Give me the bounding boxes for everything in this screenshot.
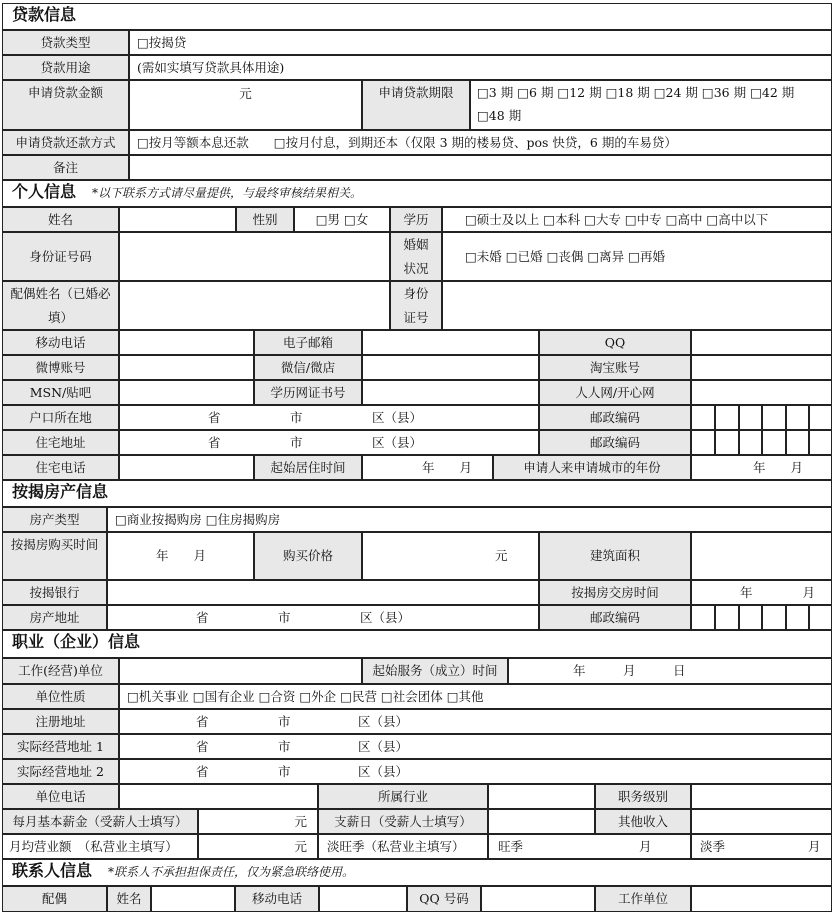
contacts-note: *联系人不承担担保责任，仅为紧急联络使用。 xyxy=(108,865,355,879)
payday-label: 支薪日（受薪人士填写） xyxy=(318,809,488,834)
loan-term-options[interactable]: □3 期 □6 期 □12 期 □18 期 □24 期 □36 期 □42 期 □48 期 xyxy=(470,80,832,130)
personal-note: *以下联系方式请尽量提供，与最终审核结果相关。 xyxy=(92,186,363,200)
zip-box[interactable] xyxy=(739,605,762,630)
season-label: 淡旺季（私营业主填写） xyxy=(318,834,488,859)
property-zip-label: 邮政编码 xyxy=(539,605,691,630)
other-income-field[interactable] xyxy=(691,809,832,834)
bank-label: 按揭银行 xyxy=(2,580,107,605)
zip-box[interactable] xyxy=(809,605,832,630)
contact-qq-field[interactable] xyxy=(481,886,595,912)
op-address1-field[interactable] xyxy=(119,734,832,759)
contact-spouse-label: 配偶 xyxy=(2,886,107,912)
address-field[interactable] xyxy=(119,430,539,455)
employer-label: 工作(经营)单位 xyxy=(2,658,119,684)
salary-label: 每月基本薪金（受薪人士填写） xyxy=(2,809,198,834)
msn-field[interactable] xyxy=(119,380,254,405)
hukou-label: 户口所在地 xyxy=(2,405,119,430)
revenue-label: 月均营业额 （私营业主填写） xyxy=(2,834,198,859)
property-city: 市 xyxy=(278,610,291,625)
rank-field[interactable] xyxy=(691,784,832,809)
loan-amount-unit: 元 xyxy=(239,86,252,101)
id-number-field[interactable] xyxy=(119,232,390,281)
spouse-name-label: 配偶姓名（已婚必填） xyxy=(2,281,119,330)
area-label: 建筑面积 xyxy=(539,532,691,580)
other-income-label: 其他收入 xyxy=(595,809,691,834)
price-label: 购买价格 xyxy=(254,532,362,580)
repay-method-label: 申请贷款还款方式 xyxy=(2,130,129,155)
op1-city: 市 xyxy=(278,739,291,754)
reg-address-label: 注册地址 xyxy=(2,709,119,734)
loan-purpose-label: 贷款用途 xyxy=(2,55,129,80)
zip-box[interactable] xyxy=(715,430,739,455)
op2-district: 区（县） xyxy=(358,764,409,779)
renren-label: 人人网/开心网 xyxy=(539,380,691,405)
remark-field[interactable] xyxy=(129,155,832,180)
section-personal-title: 个人信息 *以下联系方式请尽量提供，与最终审核结果相关。 xyxy=(2,180,832,207)
weibo-field[interactable] xyxy=(119,355,254,380)
qq-label: QQ xyxy=(539,330,691,355)
spouse-id-field[interactable] xyxy=(442,281,832,330)
buy-time-label: 按揭房购买时间 xyxy=(2,532,107,580)
property-type-label: 房产类型 xyxy=(2,507,107,532)
wechat-field[interactable] xyxy=(362,355,539,380)
taobao-field[interactable] xyxy=(691,355,832,380)
company-phone-field[interactable] xyxy=(119,784,318,809)
id-number-label: 身份证号码 xyxy=(2,232,119,281)
zip-box[interactable] xyxy=(809,405,832,430)
op-address1-label: 实际经营地址 1 xyxy=(2,734,119,759)
address-label: 住宅地址 xyxy=(2,430,119,455)
peak-season-unit: 月 xyxy=(639,839,652,854)
contact-employer-field[interactable] xyxy=(691,886,832,912)
gender-label: 性别 xyxy=(236,207,294,232)
weibo-label: 微博账号 xyxy=(2,355,119,380)
address-city: 市 xyxy=(290,435,303,450)
nature-label: 单位性质 xyxy=(2,684,119,709)
peak-season-label: 旺季 xyxy=(498,839,524,854)
address-district: 区（县） xyxy=(372,435,423,450)
wechat-label: 微信/微店 xyxy=(254,355,362,380)
price-field[interactable]: 元 xyxy=(362,532,539,580)
section-contacts-title: 联系人信息 *联系人不承担担保责任，仅为紧急联络使用。 xyxy=(2,859,832,886)
contact-mobile-field[interactable] xyxy=(319,886,407,912)
zip-box[interactable] xyxy=(691,605,715,630)
op2-province: 省 xyxy=(196,764,209,779)
arrival-year-label: 申请人来申请城市的年份 xyxy=(493,455,691,480)
salary-field[interactable]: 元 xyxy=(198,809,318,834)
low-season-unit: 月 xyxy=(808,839,821,854)
email-field[interactable] xyxy=(362,330,539,355)
zip-box[interactable] xyxy=(786,430,809,455)
op-address2-label: 实际经营地址 2 xyxy=(2,759,119,784)
bank-field[interactable] xyxy=(107,580,539,605)
loan-amount-label: 申请贷款金额 xyxy=(2,80,129,130)
hukou-field[interactable] xyxy=(119,405,539,430)
hukou-city: 市 xyxy=(290,410,303,425)
reg-address-field[interactable] xyxy=(119,709,832,734)
zip-box[interactable] xyxy=(762,605,786,630)
loan-amount-field[interactable] xyxy=(129,80,362,130)
marital-label: 婚姻状况 xyxy=(390,232,442,281)
hukou-district: 区（县） xyxy=(372,410,423,425)
zip-box[interactable] xyxy=(739,405,762,430)
spouse-id-label: 身份证号 xyxy=(390,281,442,330)
company-phone-label: 单位电话 xyxy=(2,784,119,809)
edu-cert-label: 学历网证书号 xyxy=(254,380,362,405)
name-field[interactable] xyxy=(119,207,236,232)
hukou-province: 省 xyxy=(208,410,221,425)
start-time-label: 起始服务（成立）时间 xyxy=(362,658,508,684)
zip-box[interactable] xyxy=(762,430,786,455)
property-district: 区（县） xyxy=(360,610,411,625)
email-label: 电子邮箱 xyxy=(254,330,362,355)
contact-qq-label: QQ 号码 xyxy=(407,886,481,912)
industry-label: 所属行业 xyxy=(318,784,488,809)
msn-label: MSN/贴吧 xyxy=(2,380,119,405)
education-options[interactable]: □硕士及以上 □本科 □大专 □中专 □高中 □高中以下 xyxy=(442,207,832,232)
zip-box[interactable] xyxy=(715,405,739,430)
contact-name-label: 姓名 xyxy=(107,886,151,912)
handover-field[interactable]: 年 月 xyxy=(691,580,832,605)
zip-box[interactable] xyxy=(715,605,739,630)
op1-district: 区（县） xyxy=(358,739,409,754)
contact-name-field[interactable] xyxy=(151,886,235,912)
renren-field[interactable] xyxy=(691,380,832,405)
reg-province: 省 xyxy=(196,714,209,729)
repay-method-options[interactable]: □按月等额本息还款 □按月付息，到期还本（仅限 3 期的楼易贷、pos 快贷，6 期的车易贷） xyxy=(129,130,832,155)
contact-employer-label: 工作单位 xyxy=(595,886,691,912)
address-province: 省 xyxy=(208,435,221,450)
zip-box[interactable] xyxy=(691,430,715,455)
loan-purpose-field[interactable]: (需如实填写贷款具体用途) xyxy=(129,55,832,80)
op2-city: 市 xyxy=(278,764,291,779)
industry-field[interactable] xyxy=(488,784,595,809)
reg-city: 市 xyxy=(278,714,291,729)
low-season-label: 淡季 xyxy=(700,839,726,854)
contact-mobile-label: 移动电话 xyxy=(235,886,319,912)
remark-label: 备注 xyxy=(2,155,129,180)
op1-province: 省 xyxy=(196,739,209,754)
rank-label: 职务级别 xyxy=(595,784,691,809)
name-label: 姓名 xyxy=(2,207,119,232)
low-season-field[interactable] xyxy=(691,834,832,859)
buy-time-field[interactable]: 年 月 xyxy=(107,532,254,580)
op-address2-field[interactable] xyxy=(119,759,832,784)
nature-options[interactable]: □机关事业 □国有企业 □合资 □外企 □民营 □社会团体 □其他 xyxy=(119,684,832,709)
loan-type-options[interactable]: □按揭贷 xyxy=(129,30,832,55)
section-loan-title: 贷款信息 xyxy=(2,3,832,30)
zip-box[interactable] xyxy=(809,430,832,455)
education-label: 学历 xyxy=(390,207,442,232)
mobile-label: 移动电话 xyxy=(2,330,119,355)
gender-options[interactable]: □男 □女 xyxy=(294,207,390,232)
zip-box[interactable] xyxy=(786,605,809,630)
taobao-label: 淘宝账号 xyxy=(539,355,691,380)
start-time-field[interactable]: 年 月 日 xyxy=(508,658,832,684)
loan-term-label: 申请贷款期限 xyxy=(362,80,470,130)
zip-box[interactable] xyxy=(762,405,786,430)
peak-season-field[interactable] xyxy=(488,834,691,859)
live-since-field[interactable]: 年 月 xyxy=(362,455,493,480)
property-address-label: 房产地址 xyxy=(2,605,107,630)
section-property-title: 按揭房产信息 xyxy=(2,480,832,507)
property-type-options[interactable]: □商业按揭购房 □住房揭购房 xyxy=(107,507,832,532)
section-job-title: 职业（企业）信息 xyxy=(2,630,832,658)
address-zip-label: 邮政编码 xyxy=(539,430,691,455)
loan-type-label: 贷款类型 xyxy=(2,30,129,55)
property-address-field[interactable] xyxy=(107,605,539,630)
marital-options[interactable]: □未婚 □已婚 □丧偶 □离异 □再婚 xyxy=(442,232,832,281)
edu-cert-field[interactable] xyxy=(362,380,539,405)
zip-box[interactable] xyxy=(786,405,809,430)
arrival-year-field[interactable]: 年 月 xyxy=(691,455,832,480)
property-province: 省 xyxy=(196,610,209,625)
zip-box[interactable] xyxy=(691,405,715,430)
handover-label: 按揭房交房时间 xyxy=(539,580,691,605)
qq-field[interactable] xyxy=(691,330,832,355)
home-phone-field[interactable] xyxy=(119,455,254,480)
employer-field[interactable] xyxy=(119,658,362,684)
reg-district: 区（县） xyxy=(358,714,409,729)
payday-field[interactable] xyxy=(488,809,595,834)
live-since-label: 起始居住时间 xyxy=(254,455,362,480)
hukou-zip-label: 邮政编码 xyxy=(539,405,691,430)
home-phone-label: 住宅电话 xyxy=(2,455,119,480)
spouse-name-field[interactable] xyxy=(119,281,390,330)
mobile-field[interactable] xyxy=(119,330,254,355)
area-field[interactable] xyxy=(691,532,832,580)
zip-box[interactable] xyxy=(739,430,762,455)
revenue-field[interactable]: 元 xyxy=(198,834,318,859)
